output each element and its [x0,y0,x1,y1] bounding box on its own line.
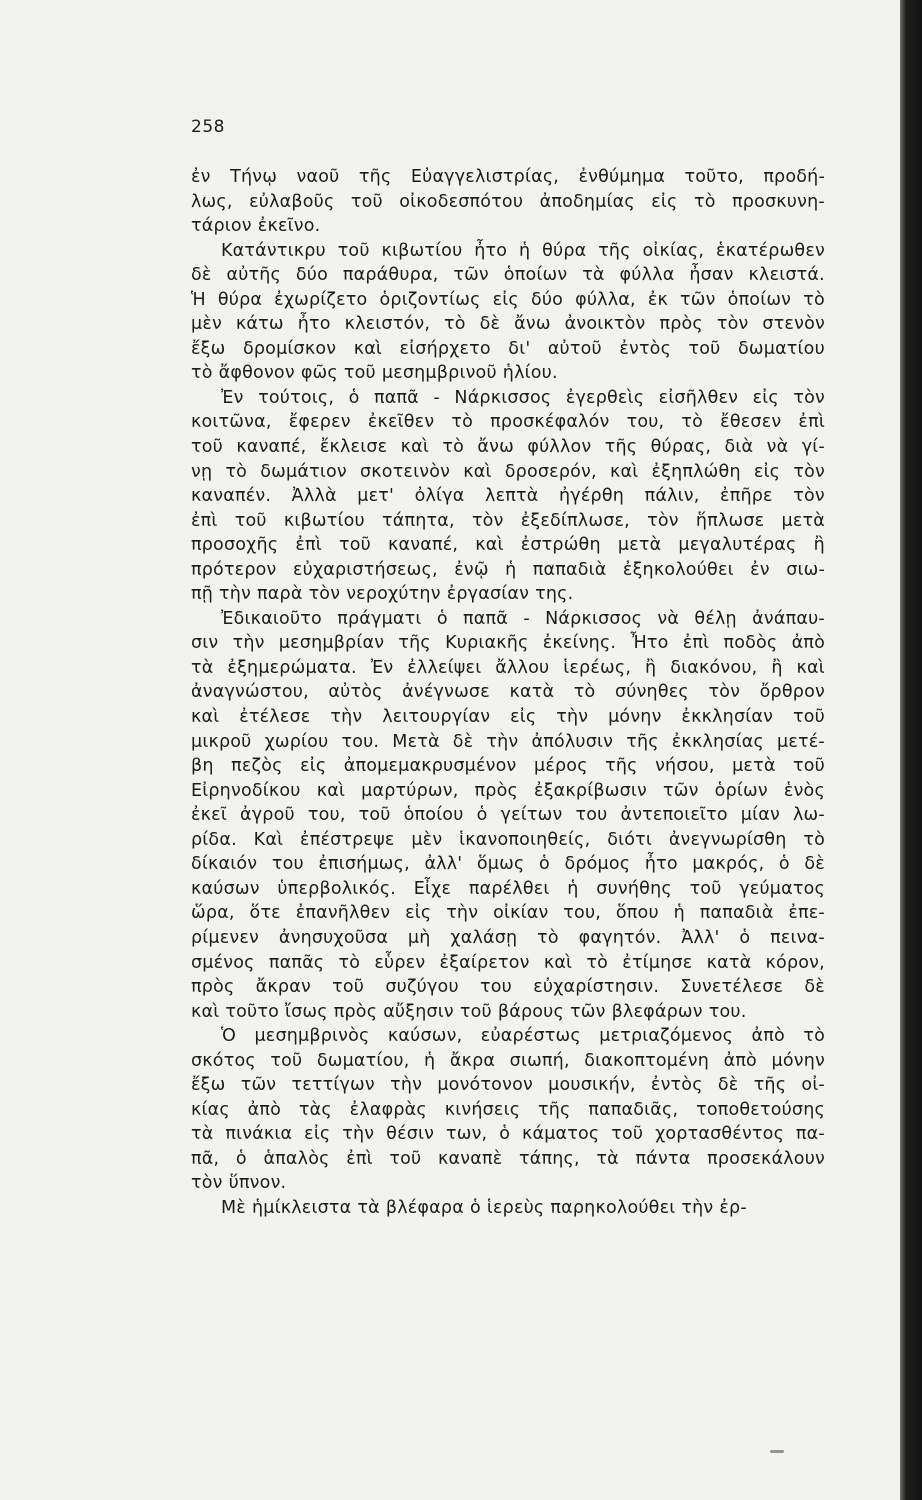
text-line: λως, εὐλαβοῦς τοῦ οἰκοδεσπότου ἀποδημίας εἰς τὸ προσκυνη- [191,191,825,212]
text-line: τοῦ καναπέ, ἔκλεισε καὶ τὸ ἄνω φύλλον τῆς θύρας, διὰ νὰ γί- [191,437,825,458]
body-text [191,165,825,1221]
text-line: μικροῦ χωρίου του. Μετὰ δὲ τὴν ἀπόλυσιν τῆς ἐκκλησίας μετέ- [191,731,825,752]
text-line: ἔξω τῶν τεττίγων τὴν μονότονον μουσικήν, ἐντὸς δὲ τῆς οἰ- [191,1075,825,1096]
text-line: πρότερον εὐχαριστήσεως, ἐνῷ ἡ παπαδιὰ ἐξηκολούθει ἐν σιω- [191,559,825,580]
text-line: μὲν κάτω ἦτο κλειστόν, τὸ δὲ ἄνω ἀνοικτὸν πρὸς τὸν στενὸν [191,314,825,335]
text-line: σκότος τοῦ δωματίου, ἡ ἄκρα σιωπή, διακοπτομένη ἀπὸ μόνην [191,1050,825,1071]
paragraph [191,1196,825,1221]
text-line: καὶ ἐτέλεσε τὴν λειτουργίαν εἰς τὴν μόνην ἐκκλησίαν τοῦ [191,707,825,728]
text-line: Κατάντικρυ τοῦ κιβωτίου ἦτο ἡ θύρα τῆς οἰκίας, ἑκατέρωθεν [221,240,825,261]
paragraph [191,165,825,239]
text-line: Ἐν τούτοις, ὁ παπᾶ - Νάρκισσος ἐγερθεὶς εἰσῆλθεν εἰς τὸν [221,387,825,408]
text-line: ἐν Τήνῳ ναοῦ τῆς Εὐαγγελιστρίας, ἐνθύμημα τοῦτο, προδή- [191,167,825,187]
paragraph [191,607,825,1024]
text-line: τὸ ἄφθονον φῶς τοῦ μεσημβρινοῦ ἡλίου. [191,363,558,384]
text-line: Ἐδικαιοῦτο πράγματι ὁ παπᾶ - Νάρκισσος νὰ θέλῃ ἀνάπαυ- [221,608,825,629]
text-line: τὰ πινάκια εἰς τὴν θέσιν των, ὁ κάματος τοῦ χορτασθέντος πα- [191,1124,825,1145]
text-line: σμένος παπᾶς τὸ εὗρεν ἐξαίρετον καὶ τὸ ἐτίμησε κατὰ κόρον, [191,952,825,973]
text-line: πᾶ, ὁ ἁπαλὸς ἐπὶ τοῦ καναπὲ τάπης, τὰ πάντα προσεκάλουν [191,1148,825,1169]
paragraph [191,1024,825,1196]
text-line: Ὁ μεσημβρινὸς καύσων, εὐαρέστως μετριαζόμενος ἀπὸ τὸ [221,1026,825,1047]
text-line: πῇ τὴν παρὰ τὸν νεροχύτην ἐργασίαν της. [191,584,574,605]
text-line: καὶ τοῦτο ἴσως πρὸς αὔξησιν τοῦ βάρους τῶν βλεφάρων του. [191,1001,747,1022]
text-line: προσοχῆς ἐπὶ τοῦ καναπέ, καὶ ἐστρώθη μετὰ μεγαλυτέρας ἢ [191,535,825,556]
text-line: Ἡ θύρα ἐχωρίζετο ὁριζοντίως εἰς δύο φύλλα, ἐκ τῶν ὁποίων τὸ [191,289,825,310]
text-line: καναπέν. Ἀλλὰ μετ' ὀλίγα λεπτὰ ἠγέρθη πάλιν, ἐπῆρε τὸν [191,486,825,507]
text-line: βη πεζὸς εἰς ἀπομεμακρυσμένον μέρος τῆς νήσου, μετὰ τοῦ [191,756,825,777]
text-line: κοιτῶνα, ἔφερεν ἐκεῖθεν τὸ προσκέφαλόν του, τὸ ἔθεσεν ἐπὶ [191,412,825,433]
text-line: Μὲ ἡμίκλειστα τὰ βλέφαρα ὁ ἱερεὺς παρηκολούθει τὴν ἐρ- [221,1197,747,1218]
text-line: ὥρα, ὅτε ἐπανῆλθεν εἰς τὴν οἰκίαν του, ὅπου ἡ παπαδιὰ ἐπε- [191,903,825,924]
text-line: ρίδα. Καὶ ἐπέστρεψε μὲν ἱκανοποιηθείς, διότι ἀνεγνωρίσθη τὸ [191,829,825,850]
text-line: Εἰρηνοδίκου καὶ μαρτύρων, πρὸς ἐξακρίβωσιν τῶν ὁρίων ἑνὸς [191,780,825,801]
text-line: τάριον ἐκεῖνο. [191,216,321,237]
text-line: ἔξω δρομίσκον καὶ εἰσήρχετο δι' αὐτοῦ ἐντὸς τοῦ δωματίου [191,338,825,359]
print-speck [770,1450,784,1453]
text-line: ἐκεῖ ἀγροῦ του, τοῦ ὁποίου ὁ γείτων του ἀντεποιεῖτο μίαν λω- [191,805,825,826]
text-line: σιν τὴν μεσημβρίαν τῆς Κυριακῆς ἐκείνης. Ἦτο ἐπὶ ποδὸς ἀπὸ [191,633,825,654]
text-line: ἀναγνώστου, αὐτὸς ἀνέγνωσε κατὰ τὸ σύνηθες τὸν ὄρθρον [191,682,825,703]
text-line: κίας ἀπὸ τὰς ἐλαφρὰς κινήσεις τῆς παπαδιᾶς, τοποθετούσης [191,1099,825,1120]
text-line: δὲ αὐτῆς δύο παράθυρα, τῶν ὁποίων τὰ φύλλα ἦσαν κλειστά. [191,265,825,286]
paragraph [191,239,825,386]
text-line: τὸν ὕπνον. [191,1173,287,1194]
text-line: δίκαιόν του ἐπισήμως, ἀλλ' ὅμως ὁ δρόμος ἦτο μακρός, ὁ δὲ [191,854,825,875]
text-line: καύσων ὑπερβολικός. Εἶχε παρέλθει ἡ συνήθης τοῦ γεύματος [191,878,825,899]
text-line: νῃ τὸ δωμάτιον σκοτεινὸν καὶ δροσερόν, καὶ ἐξηπλώθη εἰς τὸν [191,461,825,482]
text-line: ρίμενεν ἀνησυχοῦσα μὴ χαλάσῃ τὸ φαγητόν. Ἀλλ' ὁ πεινα- [191,927,825,948]
page-number: 258 [191,117,225,137]
text-line: πρὸς ἄκραν τοῦ συζύγου του εὐχαρίστησιν. Συνετέλεσε δὲ [191,977,825,998]
scan-binding-edge [900,0,922,1500]
text-line: τὰ ἐξημερώματα. Ἐν ἐλλείψει ἄλλου ἱερέως, ἢ διακόνου, ἢ καὶ [191,657,825,678]
paragraph [191,386,825,607]
text-line: ἐπὶ τοῦ κιβωτίου τάπητα, τὸν ἐξεδίπλωσε, τὸν ἥπλωσε μετὰ [191,510,825,531]
